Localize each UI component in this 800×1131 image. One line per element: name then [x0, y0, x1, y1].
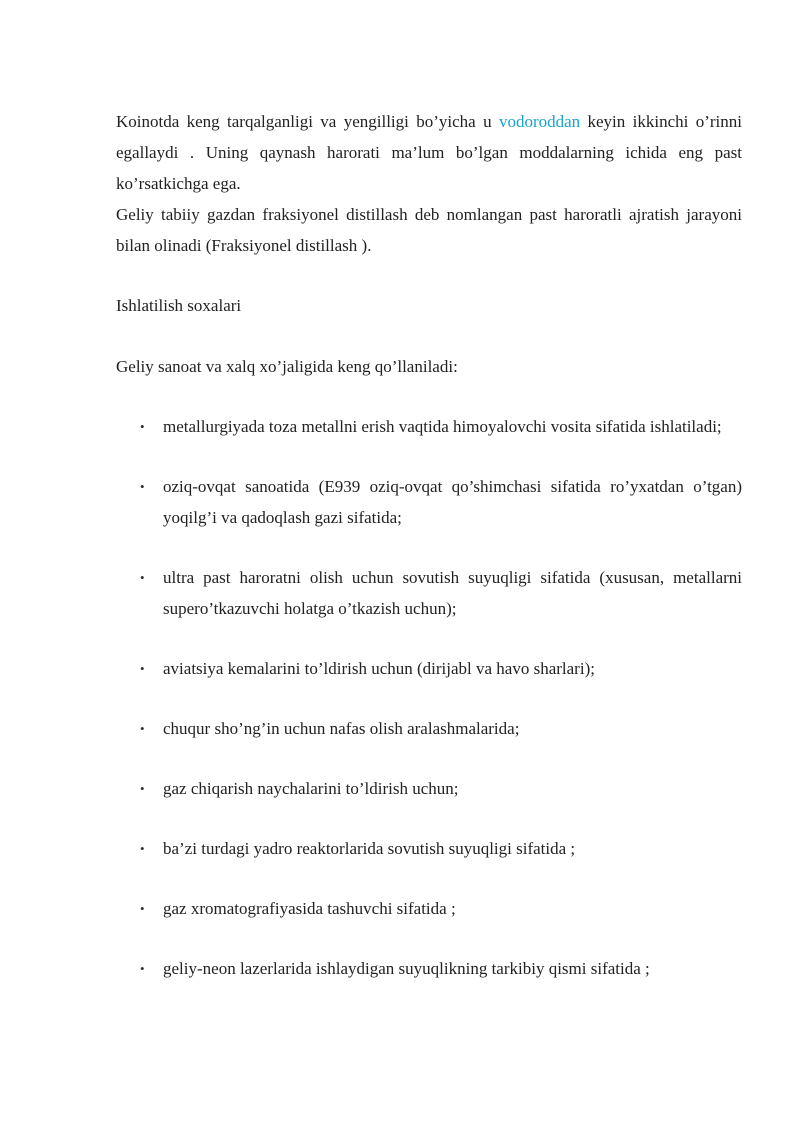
list-item-text: gaz xromatografiyasida tashuvchi sifatida ; [163, 899, 456, 918]
list-item [116, 833, 742, 864]
list-item-text: geliy-neon lazerlarida ishlaydigan suyuqlikning tarkibiy qismi sifatida ; [163, 959, 650, 978]
second-paragraph: Geliy tabiiy gazdan fraksiyonel distillash deb nomlangan past haroratli ajratish jarayoni bilan olinadi (Fraksiyonel distillash ). [116, 205, 742, 255]
list-item [116, 562, 742, 624]
bullet-icon: • [140, 721, 145, 736]
usage-list [116, 411, 742, 984]
list-item-text: oziq-ovqat sanoatida (E939 oziq-ovqat qo’shimchasi sifatida ro’yxatdan o’tgan) yoqilg’i va qadoqlash gazi sifatida; [163, 477, 742, 527]
list-item-text: aviatsiya kemalarini to’ldirish uchun (dirijabl va havo sharlari); [163, 659, 595, 678]
list-item [116, 471, 742, 533]
intro-text-after-link: keyin ikkinchi o’rinni egallaydi . Uning qaynash harorati ma’lum bo’lgan moddalarning ichida eng past ko’rsatkichga ega. [116, 112, 742, 193]
bullet-icon: • [140, 479, 145, 494]
list-item [116, 653, 742, 684]
list-item-text: gaz chiqarish naychalarini to’ldirish uchun; [163, 779, 459, 798]
intro-paragraph [116, 106, 742, 199]
list-item [116, 773, 742, 804]
list-item [116, 411, 742, 442]
section-heading: Ishlatilish soxalari [116, 296, 242, 315]
list-item [116, 713, 742, 744]
bullet-icon: • [140, 841, 145, 856]
list-item-text: chuqur sho’ng’in uchun nafas olish aralashmalarida; [163, 719, 520, 738]
list-item-text: ultra past haroratni olish uchun sovutish suyuqligi sifatida (xususan, metallarni supero’tkazuvchi holatga o’tkazish uchun); [163, 568, 742, 618]
list-item [116, 953, 742, 984]
bullet-icon: • [140, 661, 145, 676]
lead-sentence: Geliy sanoat va xalq xo’jaligida keng qo’llaniladi: [116, 357, 458, 376]
document-page [116, 106, 742, 1013]
bullet-icon: • [140, 961, 145, 976]
vodoroddan-link[interactable]: vodoroddan [498, 112, 581, 131]
bullet-icon: • [140, 570, 145, 585]
list-item [116, 893, 742, 924]
list-item-text: metallurgiyada toza metallni erish vaqtida himoyalovchi vosita sifatida ishlatiladi; [163, 417, 722, 436]
bullet-icon: • [140, 781, 145, 796]
intro-text-before-link: Koinotda keng tarqalganligi va yengilligi bo’yicha u [116, 112, 492, 131]
bullet-icon: • [140, 901, 145, 916]
list-item-text: ba’zi turdagi yadro reaktorlarida sovutish suyuqligi sifatida ; [163, 839, 576, 858]
bullet-icon: • [140, 419, 145, 434]
